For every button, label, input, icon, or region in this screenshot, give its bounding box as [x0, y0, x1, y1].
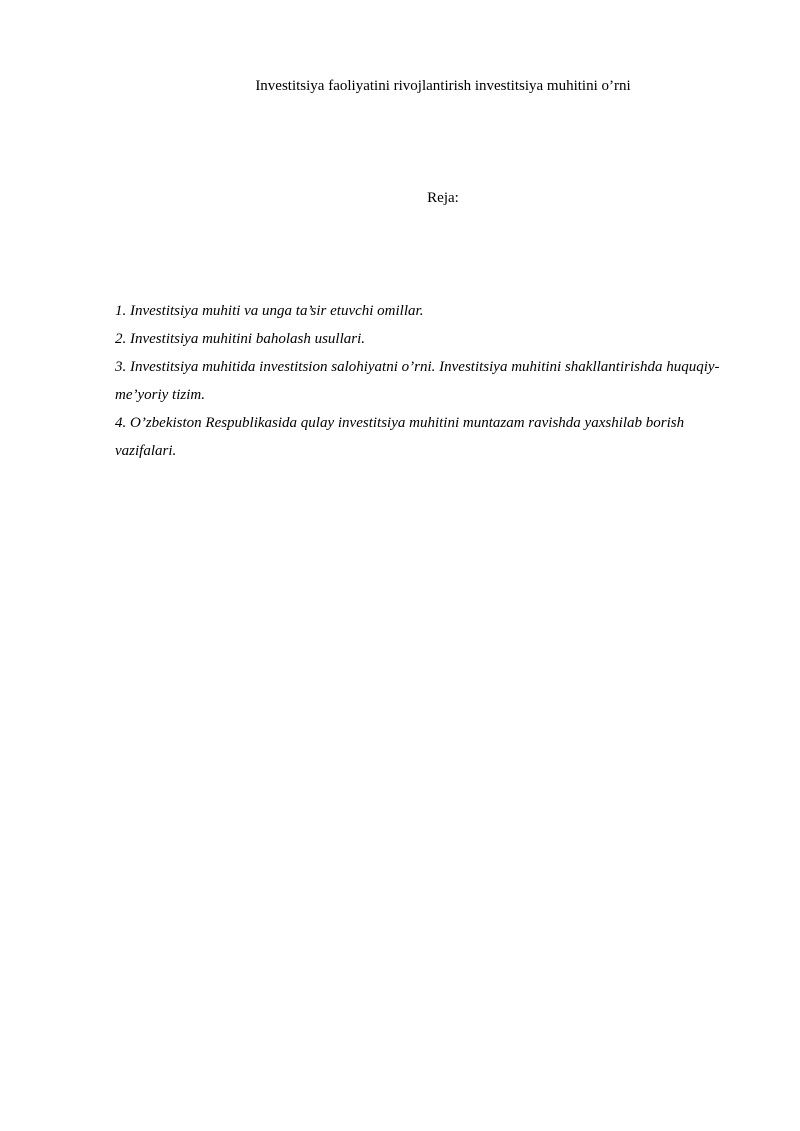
plan-item-2: 2. Investitsiya muhitini baholash usullari.: [115, 331, 365, 347]
plan-item-1: 1. Investitsiya muhiti va unga ta’sir etuvchi omillar.: [115, 303, 424, 319]
document-title: Investitsiya faoliyatini rivojlantirish investitsiya muhitini o’rni: [255, 78, 631, 94]
plan-item-3: 3. Investitsiya muhitida investitsion salohiyatni o’rni. Investitsiya muhitini shakllantirishda huquqiy-me’yoriy tizim.: [115, 359, 720, 403]
plan-heading: Reja:: [427, 190, 459, 206]
plan-item-4: 4. O’zbekiston Respublikasida qulay investitsiya muhitini muntazam ravishda yaxshilab borish vazifalari.: [115, 415, 685, 459]
plan-list: [115, 297, 735, 465]
